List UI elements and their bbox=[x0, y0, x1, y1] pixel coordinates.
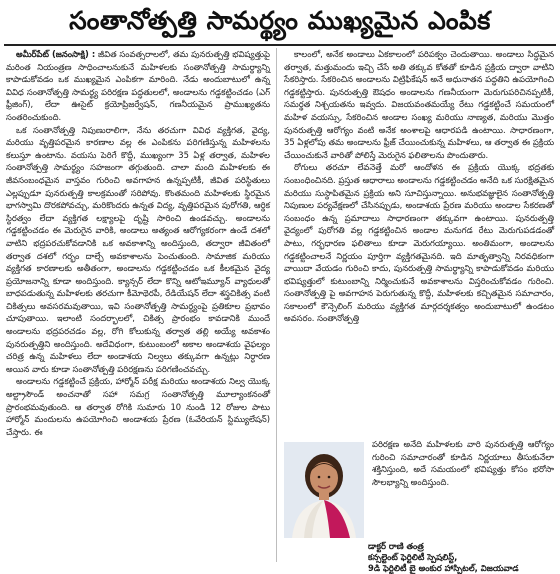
article-paragraph: ఒక సంతానోత్పత్తి నిపుణురాలిగా, నేను తరచుగా వివిధ వ్యక్తిగత, వైద్య, మరియు వృత్తిపరమైన కారణాల వల్ల ఈ ఎంపికను పరిగణిస్తున్న మహిళలను కలుస్తూ ఉంటాను. వయసు పెరిగే కొద్దీ, ముఖ్యంగా 35 ఏళ్ల తర్వాత, మహిళల సంతానోత్పత్తి సామర్థ్యం సహజంగా తగ్గుతుంది. చాలా మంది మహిళలకు ఈ జీవసంబంధమైన వాస్తవం గురించి అవగాహన ఉన్నప్పటికీ, జీవిత పరిస్థితులు ఎల్లప్పుడూ పునరుత్పత్తి కాలక్రమంతో సరిపోవు. కొంతమంది మహిళలకు స్థిరమైన భాగస్వామి దొరకపోవచ్చు, మరికొందరు ఉన్నత విద్య, వృత్తిపరమైన పురోగతి, ఆర్థిక స్థిరత్వం లేదా వ్యక్తిగత లక్ష్యాలపై దృష్టి సారించి ఉండవచ్చు. అండాలను గడ్డకట్టించడం ఈ మెరుగైన వారికి, అండాలు అత్యంత ఆరోగ్యకరంగా ఉండే దశలో వాటిని భద్రపరచుకోవడానికి ఒక అవకాశాన్ని అందిస్తుంది, తద్వారా జీవితంలో తర్వాత దశలో గర్భం దాల్చే అవకాశాలను పెంచుతుంది. సామాజిక మరియు వ్యక్తిగత కారణాలకు అతీతంగా, అండాలను గడ్డకట్టించడం ఒక కీలకమైన వైద్య ప్రయోజనాన్ని కూడా అందిస్తుంది. క్యాన్సర్ లేదా కొన్ని ఆటోఇమ్యూన్ వ్యాధులతో బాధపడుతున్న మహిళలకు తరచుగా కీమోథెరపీ, రేడియేషన్ లేదా శస్త్రచికిత్స వంటి చికిత్సలు అవసరమవుతాయి, ఇవి సంతానోత్పత్తి సామర్థ్యంపై ప్రతికూల ప్రభావం చూపుతాయి. ఇలాంటి సందర్భాలలో, చికిత్స ప్రారంభం కావడానికి ముందే అండాలను భద్రపరచడం వల్ల, రోగి కోలుకున్న తర్వాత తల్లి అయ్యే అవకాశం పునరుత్పత్తిని అందిస్తుంది. అదేవిధంగా, కుటుంబంలో అకాల అండాశయ వైఫల్యం చరిత్ర ఉన్న మహిళలు లేదా అండాశయ నిల్వలు తక్కువగా ఉన్నట్లు నిర్ధారణ అయిన వారు కూడా సంతానోత్పత్తి పరిరక్షణను పరిగణించవచ్చు. bbox=[6, 124, 270, 374]
article-paragraph: కాలంలో, అనేక అండాలు ఏకకాలంలో పరిపక్వం చెందుతాయి. అండాలు సిద్ధమైన తర్వాత, మత్తుమందు ఇచ్చి చేసే అతి తక్కువ కోతతో కూడిన ప్రక్రియ ద్వారా వాటిని సేకరిస్తారు. సేకరించిన అండాలను విట్రిఫికేషన్ అనే అధునాతన పద్ధతిని ఉపయోగించి గడ్డకట్టిస్తారు. పునరుత్పత్తి ఔషధం అండాలను గణనీయంగా మెరుగుపరిచినప్పటికీ, సమర్థత నిశ్చయతను ఇవ్వదు. విజయవంతమయ్యే రేటు గడ్డకట్టించే సమయంలో మహిళ వయస్సు, సేకరించిన అండాల సంఖ్య మరియు నాణ్యత, మరియు మొత్తం పునరుత్పత్తి ఆరోగ్యం వంటి అనేక అంశాలపై ఆధారపడి ఉంటాయి. సాధారణంగా, 35 ఏళ్లలోపు తమ అండాలను ఫ్రీజ్ చేయించుకున్న మహిళలు, ఆ తర్వాత ఈ ప్రక్రియ చేయించుకునే వారితో పోలిస్తే మెరుగైన ఫలితాలను పొందుతారు. bbox=[284, 49, 554, 160]
portrait-icon bbox=[284, 442, 364, 538]
article-paragraph: రోగులు తరచూ లేవనెత్తే మరో ఆందోళన ఈ ప్రక్రియ యొక్క భద్రతకు సంబంధించినది. ప్రస్తుత ఆధారాలు అండాలను గడ్డకట్టించడం అనేది ఒక సురక్షితమైన మరియు సుస్థాపితమైన ప్రక్రియ అని సూచిస్తున్నాయి. అనుభవజ్ఞులైన సంతానోత్పత్తి నిపుణుల పర్యవేక్షణలో చేసినప్పుడు, అండాశయ ప్రేరణ మరియు అండాల సేకరణతో సంబంధం ఉన్న ప్రమాదాలు సాధారణంగా తక్కువగా ఉంటాయి. పునరుత్పత్తి వైద్యంలో పురోగతి వల్ల గడ్డకట్టించిన అండాల మనుగడ రేటు మెరుగుపడడంతో పాటు, గర్భధారణ ఫలితాలు కూడా మెరుగయ్యాయి. అంతిమంగా, అండాలను గడ్డకట్టించాలనే నిర్ణయం పూర్తిగా వ్యక్తిగతమైనది. ఇది మాతృత్వాన్ని నిరవధికంగా వాయిదా వేయడం గురించి కాదు, పునరుత్పత్తి సామర్థ్యాన్ని కాపాడుకోవడం మరియు భవిష్యత్తులో కుటుంబాన్ని నిర్మించుకునే అవకాశాలను విస్తరించుకోవడం గురించి. సంతానోత్పత్తి పై అవగాహన పెరుగుతున్న కొద్దీ, మహిళలకు కచ్చితమైన సమాచారం, సకాలంలో కౌన్సెలింగ్ మరియు వ్యక్తిగత మార్గదర్శకత్వం అందుబాటులో ఉండటం అవసరం. సంతానోత్పత్తి bbox=[284, 162, 554, 324]
author-caption bbox=[368, 541, 554, 574]
article-column-right bbox=[284, 48, 554, 573]
author-hospital: 9డి ఫెర్టిలిటీ బై అంకుర హాస్పిటల్, విజయవాడ bbox=[368, 563, 519, 573]
article-paragraph: అండాలను గడ్డకట్టించే ప్రక్రియ, హార్మోన్ పరీక్ష మరియు అండాశయ నిల్వ యొక్క అల్ట్రాసౌండ్ అంచనాతో సహా సమగ్ర సంతానోత్పత్తి మూల్యాంకనంతో ప్రారంభమవుతుంది. ఆ తర్వాత రోగికి సుమారు 10 నుండి 12 రోజుల పాటు హార్మోన్ మందులను ఉపయోగించి అండాశయ ప్రేరణ (ఓవేరియన్ స్టిమ్యులేషన్) చేస్తారు. ఈ bbox=[6, 376, 270, 437]
headline: సంతానోత్పత్తి సామర్థ్యం ముఖ్యమైన ఎంపిక bbox=[4, 4, 556, 46]
author-title: కన్సల్టెంట్ ఫెర్టిలిటీ స్పెషలిస్ట్, bbox=[368, 552, 458, 562]
article-column-left bbox=[6, 48, 270, 564]
doctor-portrait-photo bbox=[284, 442, 364, 538]
article-paragraph: అమీర్‌పేట్ (జనంసాక్షి) : జీవిత సంవత్సరాలలో, తమ పునరుత్పత్తి భవిష్యత్తుపై మరింత నియంత్రణ సాధించాలనుకునే మహిళలకు సంతానోత్పత్తి సామర్థ్యాన్ని కాపాడుకోవడం ఒక ముఖ్యమైన ఎంపికగా మారింది. నేడు అందుబాటులో ఉన్న వివిధ సంతానోత్పత్తి సామర్థ్య పరిరక్షణ పద్ధతులలో, అండాలను గడ్డకట్టించడం (ఎగ్ ఫ్రీజింగ్), లేదా ఊసైట్ క్రయోప్రిజర్వేషన్, గణనీయమైన ప్రాముఖ్యతను సంతరించుకుంది. bbox=[6, 49, 270, 122]
author-name: డాక్టర్ రాణి తంత్ర bbox=[368, 541, 424, 551]
column-divider bbox=[276, 48, 277, 562]
byline: అమీర్‌పేట్ (జనంసాక్షి) : bbox=[16, 49, 96, 59]
article-closing-paragraph: పరిరక్షణ అనేది మహిళలకు వారి పునరుత్పత్తి ఆరోగ్యం గురించి సమాచారంతో కూడిన నిర్ణయాలు తీసుకునేలా శక్తినిస్తుంది, అదే సమయంలో భవిష్యత్తు కోసం భరోసా సౌలభ్యాన్ని అందిస్తుంది. bbox=[372, 439, 554, 487]
